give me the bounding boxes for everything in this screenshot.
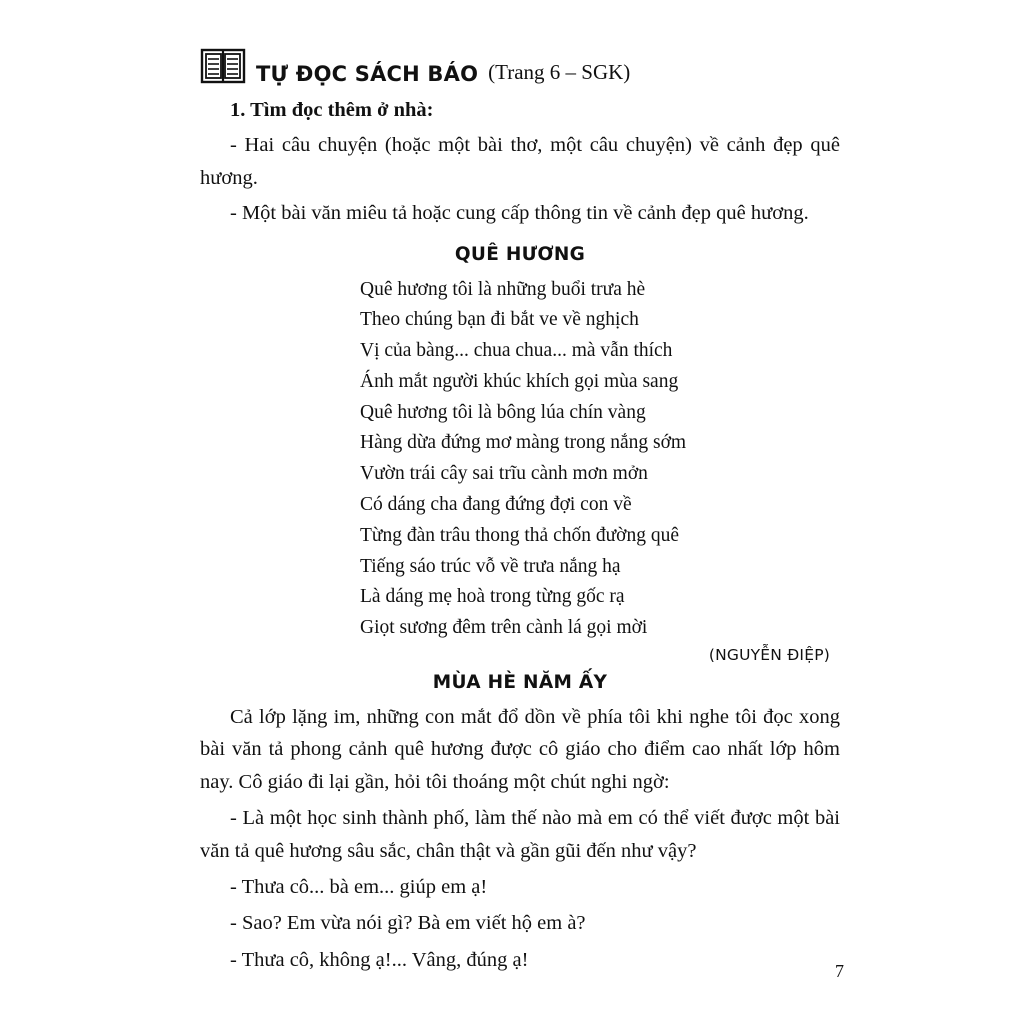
poem-line: Là dáng mẹ hoà trong từng gốc rạ — [360, 586, 625, 608]
page-title: TỰ ĐỌC SÁCH BÁO — [256, 61, 479, 86]
intro-block — [200, 94, 840, 230]
intro-item-2: - Một bài văn miêu tả hoặc cung cấp thông tin về cảnh đẹp quê hương. — [230, 202, 809, 225]
poem-line: Vị của bàng... chua chua... mà vẫn thích — [360, 340, 673, 362]
poem-line: Từng đàn trâu thong thả chốn đường quê — [360, 524, 680, 546]
story-paragraph: Cả lớp lặng im, những con mắt đổ dồn về phía tôi khi nghe tôi đọc xong bài văn tả phong cảnh quê hương được cô giáo cho điểm cao nhất lớp hôm nay. Cô giáo đi lại gần, hỏi tôi thoáng một chút nghi ngờ: — [200, 706, 840, 793]
story-body — [200, 701, 840, 976]
section-header — [200, 46, 840, 86]
poem-author: (NGUYỄN ĐIỆP) — [708, 646, 830, 665]
intro-item-1: - Hai câu chuyện (hoặc một bài thơ, một câu chuyện) về cảnh đẹp quê hương. — [200, 134, 840, 189]
poem-line: Quê hương tôi là những buổi trưa hè — [360, 278, 646, 300]
task-label: 1. Tìm đọc thêm ở nhà: — [230, 99, 434, 121]
poem-line: Ánh mắt người khúc khích gọi mùa sang — [360, 370, 679, 392]
story-paragraph: - Sao? Em vừa nói gì? Bà em viết hộ em à? — [230, 912, 586, 935]
open-book-icon — [200, 46, 246, 86]
story-paragraph: - Thưa cô... bà em... giúp em ạ! — [230, 875, 488, 898]
poem-line: Vườn trái cây sai trĩu cành mơn mởn — [360, 463, 648, 485]
story-title: MÙA HÈ NĂM ẤY — [432, 672, 608, 694]
poem-line: Tiếng sáo trúc vỗ về trưa nắng hạ — [360, 555, 621, 577]
poem-title: QUÊ HƯƠNG — [454, 243, 586, 265]
poem-line: Hàng dừa đứng mơ màng trong nắng sớm — [360, 432, 687, 454]
story-paragraph: - Là một học sinh thành phố, làm thế nào mà em có thể viết được một bài văn tả quê hương sâu sắc, chân thật và gần gũi đến như vậy? — [200, 807, 840, 862]
poem-lines — [200, 275, 840, 645]
page-number: 7 — [835, 961, 844, 981]
poem-line: Theo chúng bạn đi bắt ve về nghịch — [360, 309, 639, 331]
poem-line: Giọt sương đêm trên cành lá gọi mời — [360, 617, 648, 639]
poem-line: Quê hương tôi là bông lúa chín vàng — [360, 401, 646, 423]
page-title-reference: (Trang 6 – SGK) — [488, 60, 631, 84]
page-content — [200, 46, 840, 980]
story-paragraph: - Thưa cô, không ạ!... Vâng, đúng ạ! — [230, 948, 529, 971]
poem-line: Có dáng cha đang đứng đợi con về — [360, 494, 632, 516]
